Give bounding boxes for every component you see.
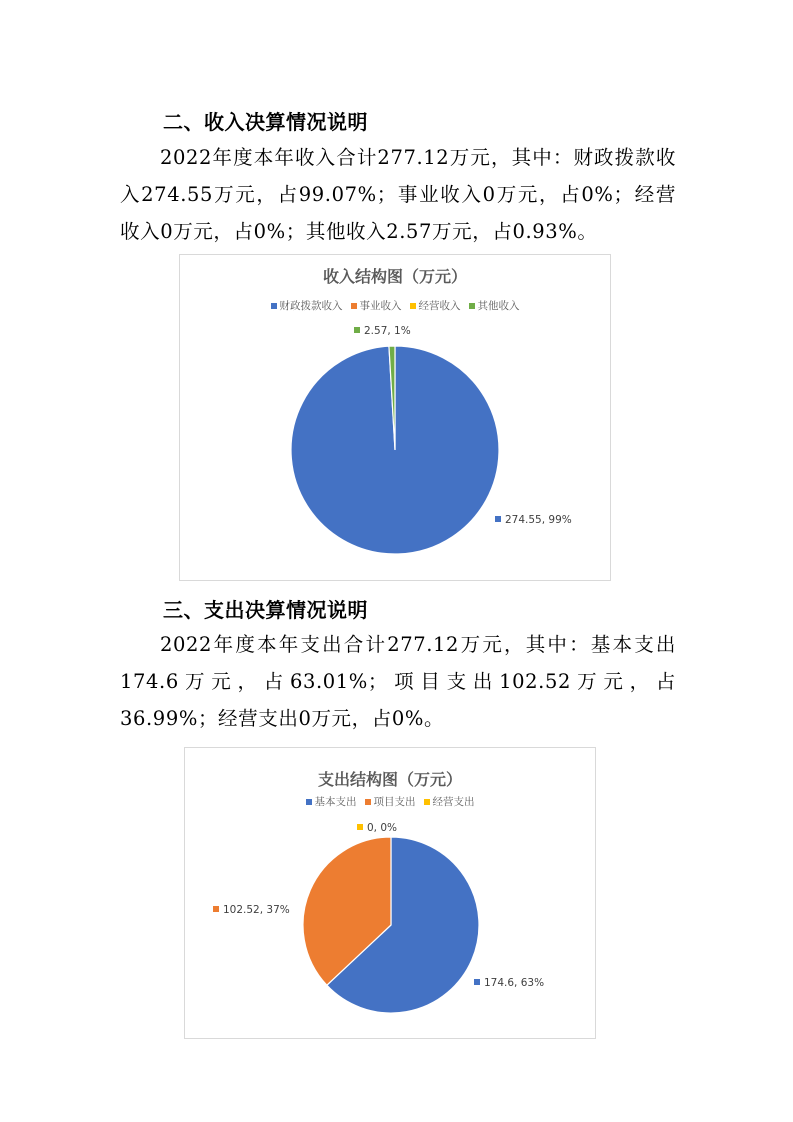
data-label-swatch <box>213 906 219 912</box>
expense-description: 2022年度本年支出合计277.12万元，其中：基本支出174.6万元，占63.01%；项目支出102.52万元，占36.99%；经营支出0万元，占0%。 <box>120 633 676 730</box>
expense-section-heading: 三、支出决算情况说明 <box>163 598 368 622</box>
legend-label: 项目支出 <box>373 796 416 808</box>
chart-title: 支出结构图（万元） <box>317 770 462 789</box>
legend-label: 其他收入 <box>477 300 520 312</box>
income-chart <box>179 254 611 581</box>
income-section-heading: 二、收入决算情况说明 <box>163 110 368 134</box>
legend-label: 经营收入 <box>418 300 461 312</box>
legend-label: 基本支出 <box>314 796 357 808</box>
data-label-swatch <box>495 516 501 522</box>
data-label: 174.6, 63% <box>484 977 545 989</box>
expense-chart <box>184 747 596 1039</box>
data-label: 2.57, 1% <box>364 325 411 337</box>
expense-pie-svg <box>185 748 595 1038</box>
data-label-swatch <box>354 327 360 333</box>
chart-title: 收入结构图（万元） <box>322 267 467 286</box>
data-label: 102.52, 37% <box>223 904 290 916</box>
legend-label: 事业收入 <box>359 300 402 312</box>
data-label: 274.55, 99% <box>505 514 572 526</box>
legend-label: 财政拨款收入 <box>279 300 343 312</box>
data-label-swatch <box>357 824 363 830</box>
data-label: 0, 0% <box>367 822 398 834</box>
income-description: 2022年度本年收入合计277.12万元，其中：财政拨款收入274.55万元，占99.07%；事业收入0万元，占0%；经营收入0万元，占0%；其他收入2.57万元，占0.93%。 <box>120 146 676 243</box>
legend-label: 经营支出 <box>432 796 475 808</box>
data-label-swatch <box>474 979 480 985</box>
income-pie-svg <box>180 255 610 580</box>
